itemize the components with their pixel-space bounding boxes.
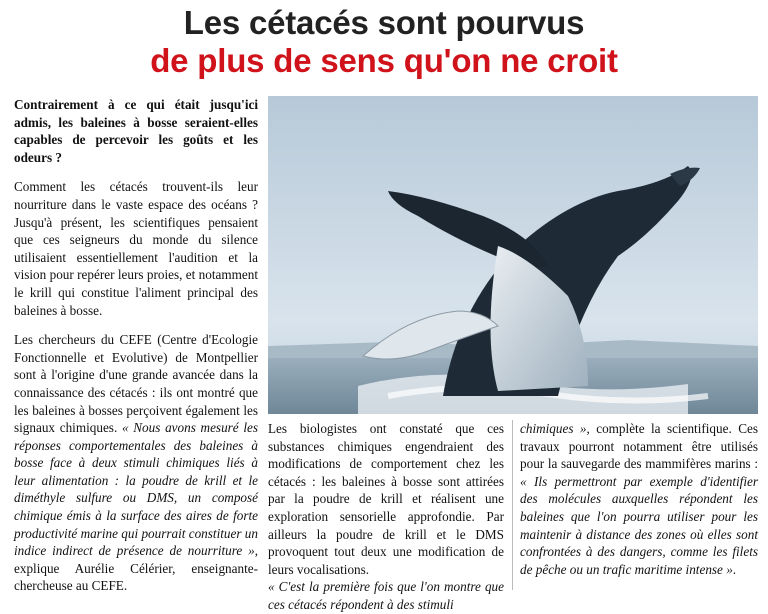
paragraph-text: Les chercheurs du CEFE (Centre d'Ecologie Fonctionnelle et Evolutive) de Montpellier sont à l'origine d'une grande avancée dans la connaissance des cétacés : ils ont montré que les baleines à bosses perçoivent également les signaux chimiques. <box>14 332 258 436</box>
body-paragraph-2 <box>14 331 258 595</box>
quote-text: « Ils permettront par exemple d'identifier des molécules auxquelles répondent les baleines que l'on pourra utiliser pour les maintenir à distance des zones où elles sont confrontées à des dangers, comme les filets de pêche ou un trafic maritime intense » <box>520 473 758 577</box>
headline-line-2: de plus de sens qu'on ne croit <box>150 42 618 79</box>
article-column-2 <box>268 420 504 614</box>
attribution-text: , explique Aurélie Célérier, enseignante-chercheuse au CEFE. <box>14 543 258 594</box>
paragraph-text: Les biologistes ont constaté que ces substances chimiques engendraient des modifications de comportement chez les cétacés : les baleines à bosse sont attirées par la poudre de krill et réalisent une exploration sensorielle approfondie. Par ailleurs la poudre de krill et le DMS provoquent tout deux une modification de leurs vocalisations. <box>268 421 504 577</box>
body-paragraph-4 <box>520 420 758 578</box>
article-column-1 <box>14 96 258 607</box>
quote-end-text: chimiques » <box>520 421 587 436</box>
paragraph-end-text: . <box>732 561 737 577</box>
humpback-whale-breach-photo-icon <box>268 96 758 414</box>
headline-line-1: Les cétacés sont pourvus <box>183 4 585 41</box>
quote-text: « C'est la première fois que l'on montre que ces cétacés répondent à des stimuli <box>268 579 504 612</box>
lead-paragraph: Contrairement à ce qui était jusqu'ici admis, les baleines à bosse seraient-elles capables de percevoir les goûts et les odeurs ? <box>14 97 258 165</box>
body-paragraph-1: Comment les cétacés trouvent-ils leur nourriture dans le vaste espace des océans ? Jusqu'à présent, les scientifiques pensaient que ces seigneurs du monde du silence utilisaient essentiellement l'audition et la vision pour repérer leurs proies, et notamment le krill qui constitue l'aliment principal des baleines à bosse. <box>14 179 258 318</box>
article-column-3 <box>520 420 758 578</box>
column-divider <box>512 420 513 590</box>
whale-photo <box>268 96 758 414</box>
quote-text: « Nous avons mesuré les réponses comportementales des baleines à bosse face à deux stimuli chimiques liés à leur alimentation : la poudre de krill et le diméthyle sulfure ou DMS, un composé chimique émis à la surface des aires de forte productivité marine qui pourrait constituer un indice indirect de présence de nourriture » <box>14 420 258 559</box>
paragraph-text: , complète la scientifique. Ces travaux pourront notamment être utilisés pour la sauvegarde des mammifères marins : <box>520 421 758 472</box>
body-paragraph-3 <box>268 420 504 614</box>
